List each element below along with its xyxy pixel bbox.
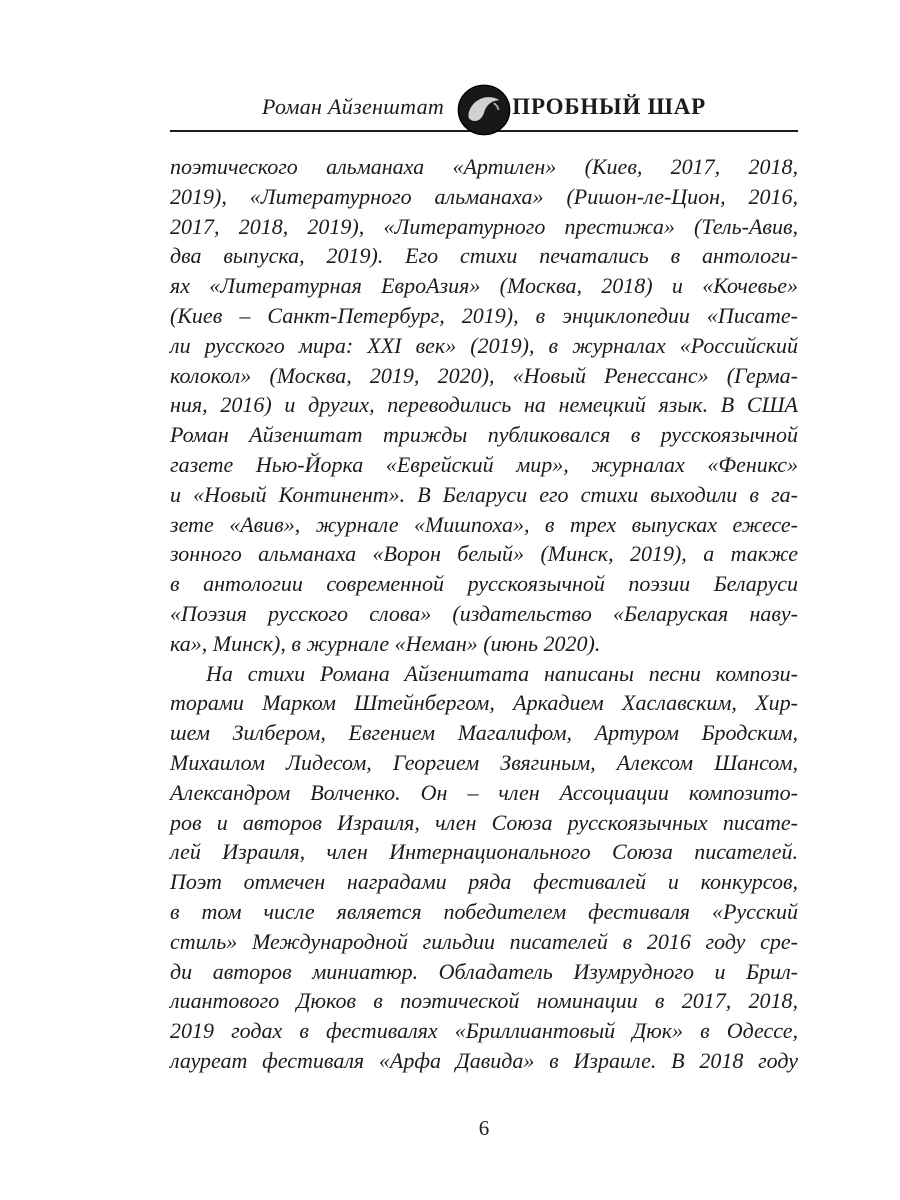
paragraph bbox=[170, 659, 798, 1076]
text-line: ди авторов миниатюр. Обладатель Изумрудного и Брил- bbox=[170, 958, 798, 984]
text-line: Поэт отмечен наградами ряда фестивалей и конкурсов, bbox=[170, 869, 798, 895]
text-line: Александром Волченко. Он – член Ассоциации композито- bbox=[170, 779, 798, 805]
text-line: 2019 годах в фестивалях «Бриллиантовый Дюк» в Одессе, bbox=[170, 1018, 798, 1044]
text-line: ка», Минск), в журнале «Неман» (июнь 2020). bbox=[170, 630, 601, 656]
text-line: стиль» Международной гильдии писателей в 2016 году сре- bbox=[170, 928, 798, 954]
text-line: На стихи Романа Айзенштата написаны песни компози- bbox=[206, 660, 798, 686]
text-line: Михаилом Лидесом, Георгием Звягиным, Алексом Шансом, bbox=[170, 749, 798, 775]
text-line: зонного альманаха «Ворон белый» (Минск, 2019), а также bbox=[170, 541, 798, 567]
text-line: 2017, 2018, 2019), «Литературного престижа» (Тель-Авив, bbox=[170, 213, 798, 239]
text-line: два выпуска, 2019). Его стихи печатались в антологи- bbox=[170, 243, 798, 269]
page-number: 6 bbox=[478, 1116, 490, 1140]
text-line: лей Израиля, член Интернационального Союза писателей. bbox=[170, 839, 798, 865]
page-header bbox=[170, 86, 798, 132]
text-line: Роман Айзенштат трижды публиковался в русскоязычной bbox=[170, 422, 798, 448]
page-text bbox=[170, 152, 798, 1076]
text-line: лауреат фестиваля «Арфа Давида» в Израиле. В 2018 году bbox=[170, 1047, 798, 1073]
text-line: газете Нью-Йорка «Еврейский мир», журналах «Феникс» bbox=[170, 451, 798, 477]
text-line: 2019), «Литературного альманаха» (Ришон-ле-Цион, 2016, bbox=[170, 183, 798, 209]
text-line: зете «Авив», журнале «Мишпоха», в трех выпусках ежесе- bbox=[170, 511, 798, 537]
text-line: колокол» (Москва, 2019, 2020), «Новый Ренессанс» (Герма- bbox=[170, 362, 798, 388]
running-head-title: ПРОБНЫЙ ШАР bbox=[512, 94, 706, 119]
paragraph bbox=[170, 152, 798, 659]
text-line: в том числе является победителем фестиваля «Русский bbox=[170, 898, 798, 924]
running-head-author: Роман Айзенштат bbox=[262, 94, 445, 119]
publisher-emblem-icon bbox=[455, 80, 513, 138]
text-line: ях «Литературная ЕвроАзия» (Москва, 2018) и «Кочевье» bbox=[170, 273, 798, 299]
text-line: в антологии современной русскоязычной поэзии Беларуси bbox=[170, 571, 798, 597]
text-line: ров и авторов Израиля, член Союза русскоязычных писате- bbox=[170, 809, 798, 835]
page-footer bbox=[170, 1116, 798, 1141]
text-line: (Киев – Санкт-Петербург, 2019), в энциклопедии «Писате- bbox=[170, 302, 798, 328]
text-line: торами Марком Штейнбергом, Аркадием Хаславским, Хир- bbox=[170, 690, 798, 716]
text-line: шем Зилбером, Евгением Магалифом, Артуром Бродским, bbox=[170, 720, 798, 746]
text-line: и «Новый Континент». В Беларуси его стихи выходили в га- bbox=[170, 481, 798, 507]
text-line: лиантового Дюков в поэтической номинации в 2017, 2018, bbox=[170, 988, 798, 1014]
text-line: «Поэзия русского слова» (издательство «Беларуская наву- bbox=[170, 600, 798, 626]
text-line: поэтического альманаха «Артилен» (Киев, 2017, 2018, bbox=[170, 154, 798, 179]
text-line: ния, 2016) и других, переводились на немецкий язык. В США bbox=[170, 392, 798, 418]
text-line: ли русского мира: XXI век» (2019), в журналах «Российский bbox=[170, 332, 798, 358]
